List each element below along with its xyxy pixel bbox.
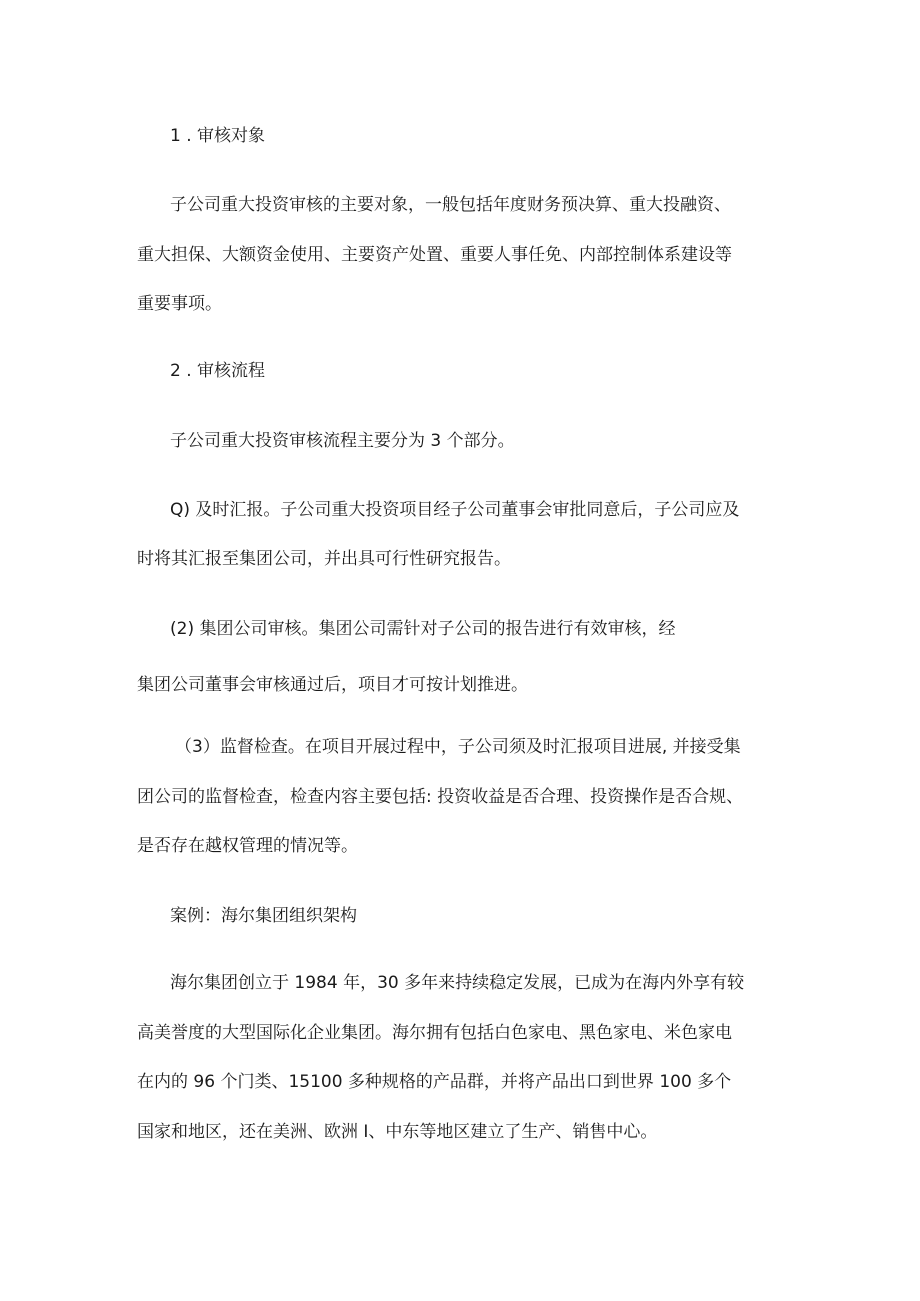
paragraph-line: 重大担保、大额资金使用、主要资产处置、重要人事任免、内部控制体系建设等 [137,245,732,265]
paragraph-line: 子公司重大投资审核的主要对象，一般包括年度财务预决算、重大投融资、 [170,195,731,215]
paragraph-line: 时将其汇报至集团公司，并出具可行性研究报告。 [137,549,511,569]
case-heading: 案例：海尔集团组织架构 [170,906,357,926]
paragraph-line: 集团公司董事会审核通过后，项目才可按计划推进。 [137,675,528,695]
paragraph-line: 是否存在越权管理的情况等。 [137,836,358,856]
paragraph-line: 海尔集团创立于 1984 年，30 多年来持续稳定发展，已成为在海内外享有较 [170,973,745,993]
paragraph-line: 子公司重大投资审核流程主要分为 3 个部分。 [170,431,515,451]
paragraph-line: 重要事项。 [137,294,222,314]
paragraph-line: 团公司的监督检查，检查内容主要包括: 投资收益是否合理、投资操作是否合规、 [137,787,744,807]
paragraph-line: Q) 及时汇报。子公司重大投资项目经子公司董事会审批同意后，子公司应及 [170,500,740,520]
paragraph-line: 在内的 96 个门类、15100 多种规格的产品群，并将产品出口到世界 100 多个 [137,1072,732,1092]
paragraph-line: （3）监督检查。在项目开展过程中，子公司须及时汇报项目进展, 并接受集 [175,737,741,757]
section-heading-1: 1 . 审核对象 [170,126,266,146]
paragraph-line: 国家和地区，还在美洲、欧洲 I、中东等地区建立了生产、销售中心。 [137,1122,658,1142]
paragraph-line: (2) 集团公司审核。集团公司需针对子公司的报告进行有效审核，经 [170,619,676,639]
paragraph-line: 高美誉度的大型国际化企业集团。海尔拥有包括白色家电、黑色家电、米色家电 [137,1023,732,1043]
section-heading-2: 2 . 审核流程 [170,361,266,381]
